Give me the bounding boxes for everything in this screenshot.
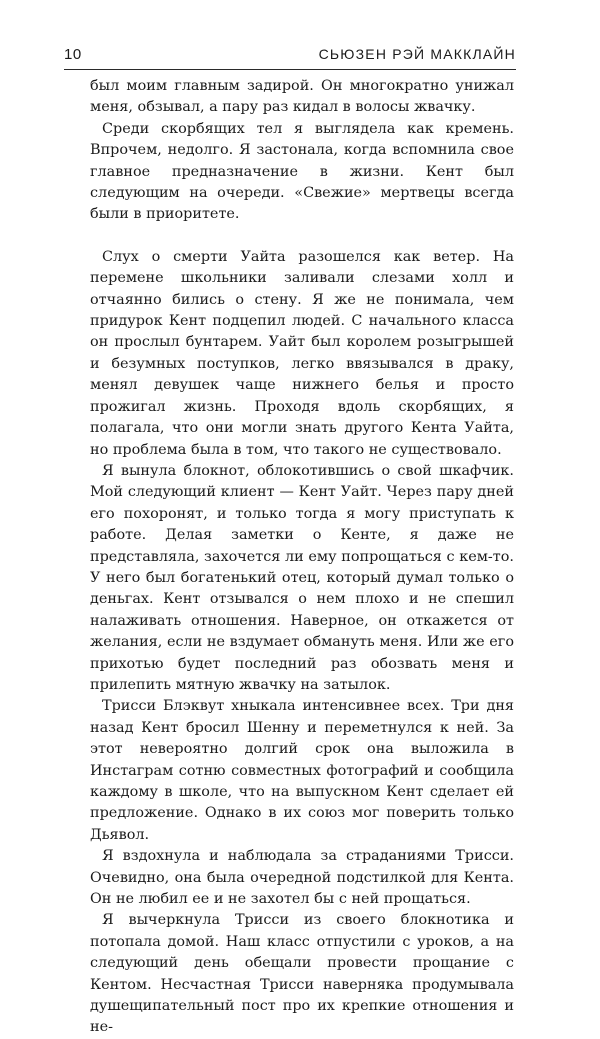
running-head-author: СЬЮЗЕН РЭЙ МАККЛАЙН [318,46,516,62]
paragraph: Слух о смерти Уайта разошелся как ветер. На перемене школьники заливали слезами холл и отчаянно бились о стену. Я же не понимала, чем придурок Кент подцепил людей. С начального класса он прослыл бунтарем. Уайт был королем розыгрышей и безумных поступков, легко ввязывался в драку, менял девушек чаще нижнего белья и просто прожигал жизнь. Проходя вдоль скорбящих, я полагала, что они могли знать другого Кента Уайта, но проблема была в том, что такого не существовало. [90,248,514,458]
body-text [90,76,514,1039]
section-break [90,226,514,247]
paragraph: Я вынула блокнот, облокотившись о свой шкафчик. Мой следующий клиент — Кент Уайт. Через пару дней его похоронят, и только тогда я могу приступать к работе. Делая заметки о Кенте, я даже не представляла, захочется ли ему попрощаться с кем-то. У него был богатенький отец, который думал только о деньгах. Кент отзывался о нем плохо и не спешил налаживать отношения. Наверное, он откажется от желания, если не вздумает обмануть меня. Или же его прихотью будет последний раз обозвать меня и прилепить мятную жвачку на затылок. [90,462,514,693]
page-number: 10 [64,46,82,63]
paragraph: Трисси Блэквут хныкала интенсивнее всех. Три дня назад Кент бросил Шенну и переметнулся к ней. За этот невероятно долгий срок она выложила в Инстаграм сотню совместных фотографий и сообщила каждому в школе, что на выпускном Кент сделает ей предложение. Однако в их союз мог поверить только Дьявол. [90,698,514,843]
header-divider [64,69,516,70]
paragraph: был моим главным задирой. Он многократно унижал меня, обзывал, а пару раз кидал в волосы жвачку. [90,78,514,116]
page-header [64,46,516,70]
paragraph: Я вздохнула и наблюдала за страданиями Трисси. Очевидно, она была очередной подстилкой для Кента. Он не любил ее и не захотел бы с ней прощаться. [90,848,514,908]
paragraph: Среди скорбящих тел я выглядела как кремень. Впрочем, недолго. Я застонала, когда вспомнила свое главное предназначение в жизни. Кент был следующим на очереди. «Свежие» мертвецы всегда были в приоритете. [90,120,514,223]
paragraph: Я вычеркнула Трисси из своего блокнотика и потопала домой. Наш класс отпустили с уроков, а на следующий день обещали провести прощание с Кентом. Несчастная Трисси наверняка продумывала душещипательный пост про их крепкие отношения и не- [90,912,514,1036]
